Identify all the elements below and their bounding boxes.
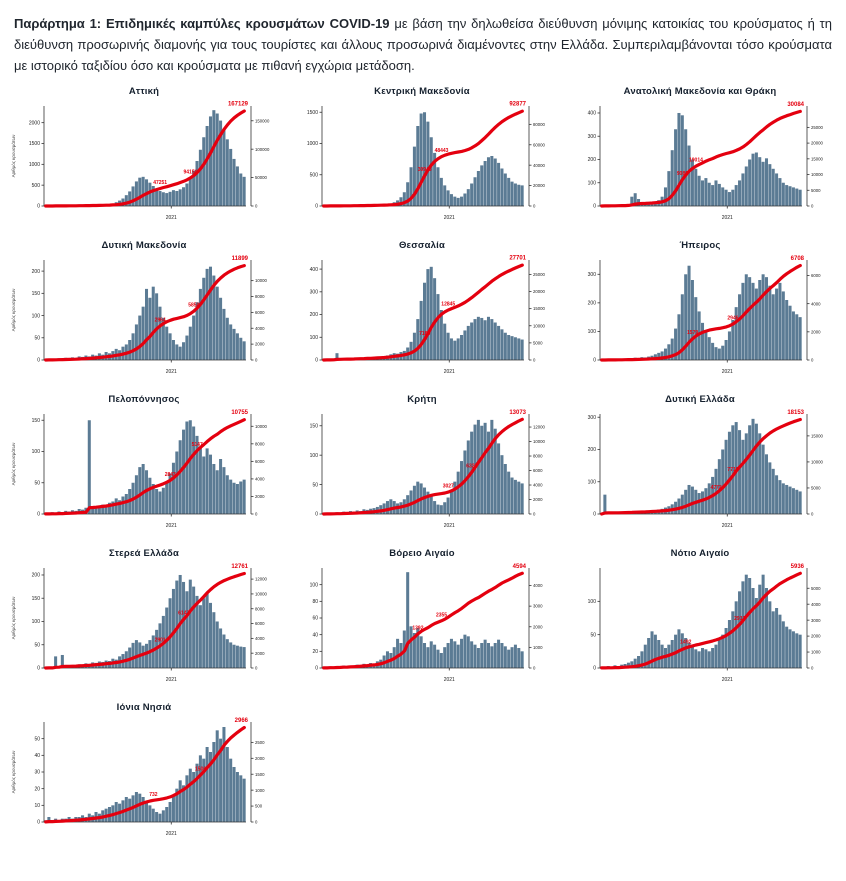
svg-text:0: 0 xyxy=(533,358,536,363)
svg-text:100000: 100000 xyxy=(255,147,270,152)
svg-text:10000: 10000 xyxy=(255,592,268,597)
svg-text:0: 0 xyxy=(255,204,258,209)
epidemic-curve-chart xyxy=(286,560,558,684)
svg-text:50: 50 xyxy=(34,336,40,342)
epidemic-curve-chart xyxy=(8,98,280,222)
svg-text:10000: 10000 xyxy=(255,424,268,429)
svg-text:150: 150 xyxy=(310,424,319,430)
svg-text:10000: 10000 xyxy=(811,173,824,178)
chart-panel-8 xyxy=(561,394,839,536)
svg-text:50000: 50000 xyxy=(255,176,268,181)
svg-text:3000: 3000 xyxy=(533,604,543,609)
svg-text:0: 0 xyxy=(593,204,596,210)
svg-text:500: 500 xyxy=(255,804,263,809)
cumulative-total-label: 167129 xyxy=(228,102,249,108)
svg-text:1500: 1500 xyxy=(307,110,318,116)
svg-text:6327: 6327 xyxy=(466,464,477,470)
svg-text:0: 0 xyxy=(37,820,40,826)
svg-text:5000: 5000 xyxy=(811,486,821,491)
svg-text:2000: 2000 xyxy=(533,625,543,630)
svg-text:150: 150 xyxy=(32,291,41,297)
caption-body: με βάση την δηλωθείσα διεύθυνση μόνιμης κατοικίας του κρούσματος ή τη διεύθυνση προσωρινής διαμονής για τους τουρίστες και άλλους προσωρινά διαμένοντες στην Ελλάδα. Συμπεριλαμβάνονται τόσο κρούσματα με ιστορικό ταξιδίου όσο και κρούσματα με πιθανή εγχώρια μετάδοση. xyxy=(14,16,832,73)
svg-text:50: 50 xyxy=(34,737,40,743)
chart-title: Δυτική Ελλάδα xyxy=(561,394,839,405)
x-axis-year-label: 2021 xyxy=(166,831,177,837)
svg-text:200: 200 xyxy=(588,158,597,164)
svg-text:0: 0 xyxy=(811,358,814,363)
svg-text:8000: 8000 xyxy=(255,607,265,612)
svg-text:0: 0 xyxy=(811,666,814,671)
chart-title: Κρήτη xyxy=(283,394,561,405)
svg-text:200: 200 xyxy=(588,301,597,307)
svg-text:200: 200 xyxy=(310,313,319,319)
svg-text:10000: 10000 xyxy=(533,324,546,329)
y-axis-label: Αριθμός κρουσμάτων xyxy=(10,750,16,794)
svg-text:40: 40 xyxy=(312,633,318,639)
x-axis-year-label: 2021 xyxy=(444,369,455,375)
svg-text:30: 30 xyxy=(34,770,40,776)
svg-text:2000: 2000 xyxy=(811,330,821,335)
daily-cases-bars xyxy=(322,113,524,207)
chart-title: Ανατολική Μακεδονία και Θράκη xyxy=(561,86,839,97)
svg-text:100: 100 xyxy=(588,181,597,187)
svg-text:0: 0 xyxy=(315,512,318,518)
svg-text:4000: 4000 xyxy=(533,584,543,589)
svg-text:50: 50 xyxy=(312,483,318,489)
svg-text:0: 0 xyxy=(315,666,318,672)
svg-text:100: 100 xyxy=(588,480,597,486)
svg-text:100: 100 xyxy=(310,583,319,589)
svg-text:2000: 2000 xyxy=(255,756,265,761)
chart-title: Θεσσαλία xyxy=(283,240,561,251)
svg-text:1506: 1506 xyxy=(195,767,206,773)
svg-text:60: 60 xyxy=(312,616,318,622)
svg-text:0: 0 xyxy=(315,358,318,364)
svg-text:15000: 15000 xyxy=(811,157,824,162)
svg-text:0: 0 xyxy=(593,512,596,518)
svg-text:25000: 25000 xyxy=(533,272,546,277)
daily-cases-bars xyxy=(44,267,246,360)
svg-text:6000: 6000 xyxy=(811,273,821,278)
svg-text:20: 20 xyxy=(312,649,318,655)
daily-cases-bars xyxy=(44,727,246,822)
svg-text:1492: 1492 xyxy=(680,640,691,646)
svg-text:4000: 4000 xyxy=(533,483,543,488)
daily-cases-bars xyxy=(322,573,524,669)
svg-text:5000: 5000 xyxy=(811,586,821,591)
svg-text:15000: 15000 xyxy=(811,434,824,439)
svg-text:4000: 4000 xyxy=(255,477,265,482)
svg-text:200: 200 xyxy=(32,269,41,275)
svg-text:2912: 2912 xyxy=(734,616,745,622)
x-axis-year-label: 2021 xyxy=(444,677,455,683)
chart-panel-5 xyxy=(561,240,839,382)
svg-text:1579: 1579 xyxy=(687,331,698,337)
chart-title: Ιόνια Νησιά xyxy=(5,702,283,713)
svg-text:5147: 5147 xyxy=(192,442,203,448)
svg-text:8000: 8000 xyxy=(255,442,265,447)
svg-text:7718: 7718 xyxy=(727,467,738,473)
epidemic-curve-chart xyxy=(286,98,558,222)
svg-text:100: 100 xyxy=(588,330,597,336)
chart-title: Κεντρική Μακεδονία xyxy=(283,86,561,97)
svg-text:0: 0 xyxy=(811,204,814,209)
epidemic-curve-chart xyxy=(8,406,280,530)
chart-panel-6 xyxy=(5,394,283,536)
svg-text:150000: 150000 xyxy=(255,119,270,124)
svg-text:732: 732 xyxy=(149,792,158,798)
svg-text:5000: 5000 xyxy=(811,188,821,193)
svg-text:7184: 7184 xyxy=(419,331,430,337)
svg-text:0: 0 xyxy=(37,204,40,210)
chart-panel-10 xyxy=(283,548,561,690)
svg-text:12000: 12000 xyxy=(533,425,546,430)
x-axis-year-label: 2021 xyxy=(166,215,177,221)
svg-text:20: 20 xyxy=(34,787,40,793)
svg-text:60000: 60000 xyxy=(533,143,546,148)
svg-text:4000: 4000 xyxy=(255,326,265,331)
svg-text:94150: 94150 xyxy=(183,170,197,176)
svg-text:2901: 2901 xyxy=(155,638,166,644)
epidemic-curve-chart xyxy=(564,98,836,222)
svg-text:6000: 6000 xyxy=(255,459,265,464)
chart-panel-4 xyxy=(283,240,561,382)
svg-text:8000: 8000 xyxy=(255,294,265,299)
epidemic-curve-chart xyxy=(564,252,836,376)
svg-text:19014: 19014 xyxy=(689,158,703,164)
chart-panel-9 xyxy=(5,548,283,690)
caption-title: Επιδημικές καμπύλες κρουσμάτων COVID-19 xyxy=(106,16,394,31)
svg-text:300: 300 xyxy=(588,134,597,140)
svg-text:200: 200 xyxy=(588,448,597,454)
charts-grid xyxy=(5,86,846,844)
cumulative-total-label: 18153 xyxy=(787,410,804,416)
svg-text:2946: 2946 xyxy=(727,316,738,322)
cumulative-value-labels xyxy=(412,564,526,632)
svg-text:400: 400 xyxy=(588,111,597,117)
epidemic-curve-chart xyxy=(286,406,558,530)
svg-text:0: 0 xyxy=(37,666,40,672)
svg-text:150: 150 xyxy=(32,418,41,424)
chart-panel-11 xyxy=(561,548,839,690)
svg-text:1392: 1392 xyxy=(412,626,423,632)
y-axis-label: Αριθμός κρουσμάτων xyxy=(10,596,16,640)
epidemic-curve-chart xyxy=(286,252,558,376)
svg-text:10000: 10000 xyxy=(533,440,546,445)
cumulative-total-label: 13073 xyxy=(509,410,526,416)
svg-text:2843: 2843 xyxy=(165,472,176,478)
svg-text:80: 80 xyxy=(312,599,318,605)
epidemic-curve-chart xyxy=(8,252,280,376)
svg-text:500: 500 xyxy=(310,173,319,179)
svg-text:100: 100 xyxy=(588,599,597,605)
epidemic-curve-chart xyxy=(8,714,280,838)
chart-title: Βόρειο Αιγαίο xyxy=(283,548,561,559)
svg-text:50: 50 xyxy=(34,643,40,649)
x-axis-year-label: 2021 xyxy=(444,215,455,221)
chart-panel-2 xyxy=(561,86,839,228)
svg-text:0: 0 xyxy=(533,204,536,209)
chart-panel-0 xyxy=(5,86,283,228)
svg-text:0: 0 xyxy=(255,820,258,825)
y-axis-label: Αριθμός κρουσμάτων xyxy=(10,442,16,486)
daily-cases-bars xyxy=(44,111,246,207)
svg-text:47251: 47251 xyxy=(153,180,167,186)
svg-text:300: 300 xyxy=(588,272,597,278)
svg-text:6147: 6147 xyxy=(178,611,189,617)
svg-text:4000: 4000 xyxy=(255,636,265,641)
svg-text:8000: 8000 xyxy=(533,454,543,459)
svg-text:200: 200 xyxy=(32,573,41,579)
epidemic-curve-chart xyxy=(564,406,836,530)
chart-title: Δυτική Μακεδονία xyxy=(5,240,283,251)
svg-text:300: 300 xyxy=(310,290,319,296)
x-axis-year-label: 2021 xyxy=(722,677,733,683)
svg-text:30943: 30943 xyxy=(418,168,432,174)
svg-text:40: 40 xyxy=(34,753,40,759)
svg-text:2000: 2000 xyxy=(29,121,40,127)
svg-text:300: 300 xyxy=(588,415,597,421)
svg-text:100: 100 xyxy=(32,620,41,626)
svg-text:20000: 20000 xyxy=(533,184,546,189)
svg-text:25000: 25000 xyxy=(811,125,824,130)
svg-text:0: 0 xyxy=(37,358,40,364)
x-axis-year-label: 2021 xyxy=(166,369,177,375)
svg-text:1000: 1000 xyxy=(533,645,543,650)
chart-title: Ήπειρος xyxy=(561,240,839,251)
svg-text:0: 0 xyxy=(593,666,596,672)
svg-text:2000: 2000 xyxy=(255,494,265,499)
chart-panel-12 xyxy=(5,702,283,844)
svg-text:1500: 1500 xyxy=(29,142,40,148)
chart-title: Στερεά Ελλάδα xyxy=(5,548,283,559)
svg-text:0: 0 xyxy=(37,512,40,518)
svg-text:1500: 1500 xyxy=(255,772,265,777)
epidemic-curve-chart xyxy=(564,560,836,684)
chart-panel-1 xyxy=(283,86,561,228)
chart-panel-3 xyxy=(5,240,283,382)
x-axis-year-label: 2021 xyxy=(722,215,733,221)
daily-cases-bars xyxy=(600,266,802,360)
svg-text:6000: 6000 xyxy=(255,310,265,315)
svg-text:1000: 1000 xyxy=(811,650,821,655)
caption-label: Παράρτημα 1: xyxy=(14,16,106,31)
x-axis-year-label: 2021 xyxy=(166,523,177,529)
svg-text:5000: 5000 xyxy=(533,341,543,346)
svg-text:500: 500 xyxy=(32,183,41,189)
svg-text:10: 10 xyxy=(34,803,40,809)
svg-text:10000: 10000 xyxy=(255,279,268,284)
svg-text:2000: 2000 xyxy=(533,497,543,502)
svg-text:6000: 6000 xyxy=(533,469,543,474)
cumulative-total-label: 12761 xyxy=(231,564,248,570)
svg-text:2000: 2000 xyxy=(255,651,265,656)
svg-text:50: 50 xyxy=(590,633,596,639)
svg-text:80000: 80000 xyxy=(533,122,546,127)
svg-text:0: 0 xyxy=(593,358,596,364)
svg-text:3027: 3027 xyxy=(443,484,454,490)
svg-text:40000: 40000 xyxy=(533,163,546,168)
svg-text:9086: 9086 xyxy=(677,171,688,177)
svg-text:0: 0 xyxy=(315,204,318,210)
svg-text:0: 0 xyxy=(255,358,258,363)
svg-text:1000: 1000 xyxy=(307,142,318,148)
svg-text:4000: 4000 xyxy=(811,302,821,307)
svg-text:4772: 4772 xyxy=(711,485,722,491)
cumulative-total-label: 11899 xyxy=(232,256,249,262)
svg-text:1000: 1000 xyxy=(255,788,265,793)
svg-text:150: 150 xyxy=(32,596,41,602)
y-axis-label: Αριθμός κρουσμάτων xyxy=(10,288,16,332)
cumulative-total-label: 5936 xyxy=(791,564,805,570)
svg-text:20000: 20000 xyxy=(533,289,546,294)
x-axis-year-label: 2021 xyxy=(722,369,733,375)
svg-text:100: 100 xyxy=(32,450,41,456)
svg-text:2355: 2355 xyxy=(436,613,447,619)
x-axis-year-label: 2021 xyxy=(722,523,733,529)
svg-text:2000: 2000 xyxy=(811,634,821,639)
svg-text:0: 0 xyxy=(533,512,536,517)
svg-text:100: 100 xyxy=(32,314,41,320)
svg-text:20000: 20000 xyxy=(811,141,824,146)
svg-text:10000: 10000 xyxy=(811,460,824,465)
svg-text:5850: 5850 xyxy=(188,303,199,309)
svg-text:0: 0 xyxy=(255,512,258,517)
chart-title: Πελοπόννησος xyxy=(5,394,283,405)
svg-text:2000: 2000 xyxy=(255,342,265,347)
svg-text:12000: 12000 xyxy=(255,577,268,582)
document-page xyxy=(0,14,846,881)
cumulative-total-label: 6708 xyxy=(791,256,805,262)
svg-text:400: 400 xyxy=(310,267,319,273)
svg-text:0: 0 xyxy=(255,666,258,671)
epidemic-curve-chart xyxy=(8,560,280,684)
x-axis-year-label: 2021 xyxy=(166,677,177,683)
cumulative-total-label: 92877 xyxy=(509,102,526,108)
svg-text:50: 50 xyxy=(34,481,40,487)
cumulative-total-label: 27701 xyxy=(509,256,526,262)
cumulative-total-label: 4594 xyxy=(513,564,527,570)
cumulative-total-label: 10755 xyxy=(231,411,248,417)
svg-text:12845: 12845 xyxy=(441,302,455,308)
chart-title: Αττική xyxy=(5,86,283,97)
svg-text:2500: 2500 xyxy=(255,740,265,745)
svg-text:4000: 4000 xyxy=(811,602,821,607)
svg-text:2964: 2964 xyxy=(155,318,166,324)
svg-text:0: 0 xyxy=(811,512,814,517)
svg-text:100: 100 xyxy=(310,453,319,459)
svg-text:15000: 15000 xyxy=(533,307,546,312)
svg-text:6000: 6000 xyxy=(255,622,265,627)
svg-text:3000: 3000 xyxy=(811,618,821,623)
chart-title: Νότιο Αιγαίο xyxy=(561,548,839,559)
x-axis-year-label: 2021 xyxy=(444,523,455,529)
chart-panel-7 xyxy=(283,394,561,536)
svg-text:0: 0 xyxy=(533,666,536,671)
cumulative-total-label: 2966 xyxy=(235,718,249,724)
svg-text:100: 100 xyxy=(310,335,319,341)
svg-text:48443: 48443 xyxy=(435,149,449,155)
figure-caption xyxy=(14,14,832,76)
svg-text:1000: 1000 xyxy=(29,162,40,168)
y-axis-label: Αριθμός κρουσμάτων xyxy=(10,134,16,178)
cumulative-total-label: 30084 xyxy=(787,102,804,108)
